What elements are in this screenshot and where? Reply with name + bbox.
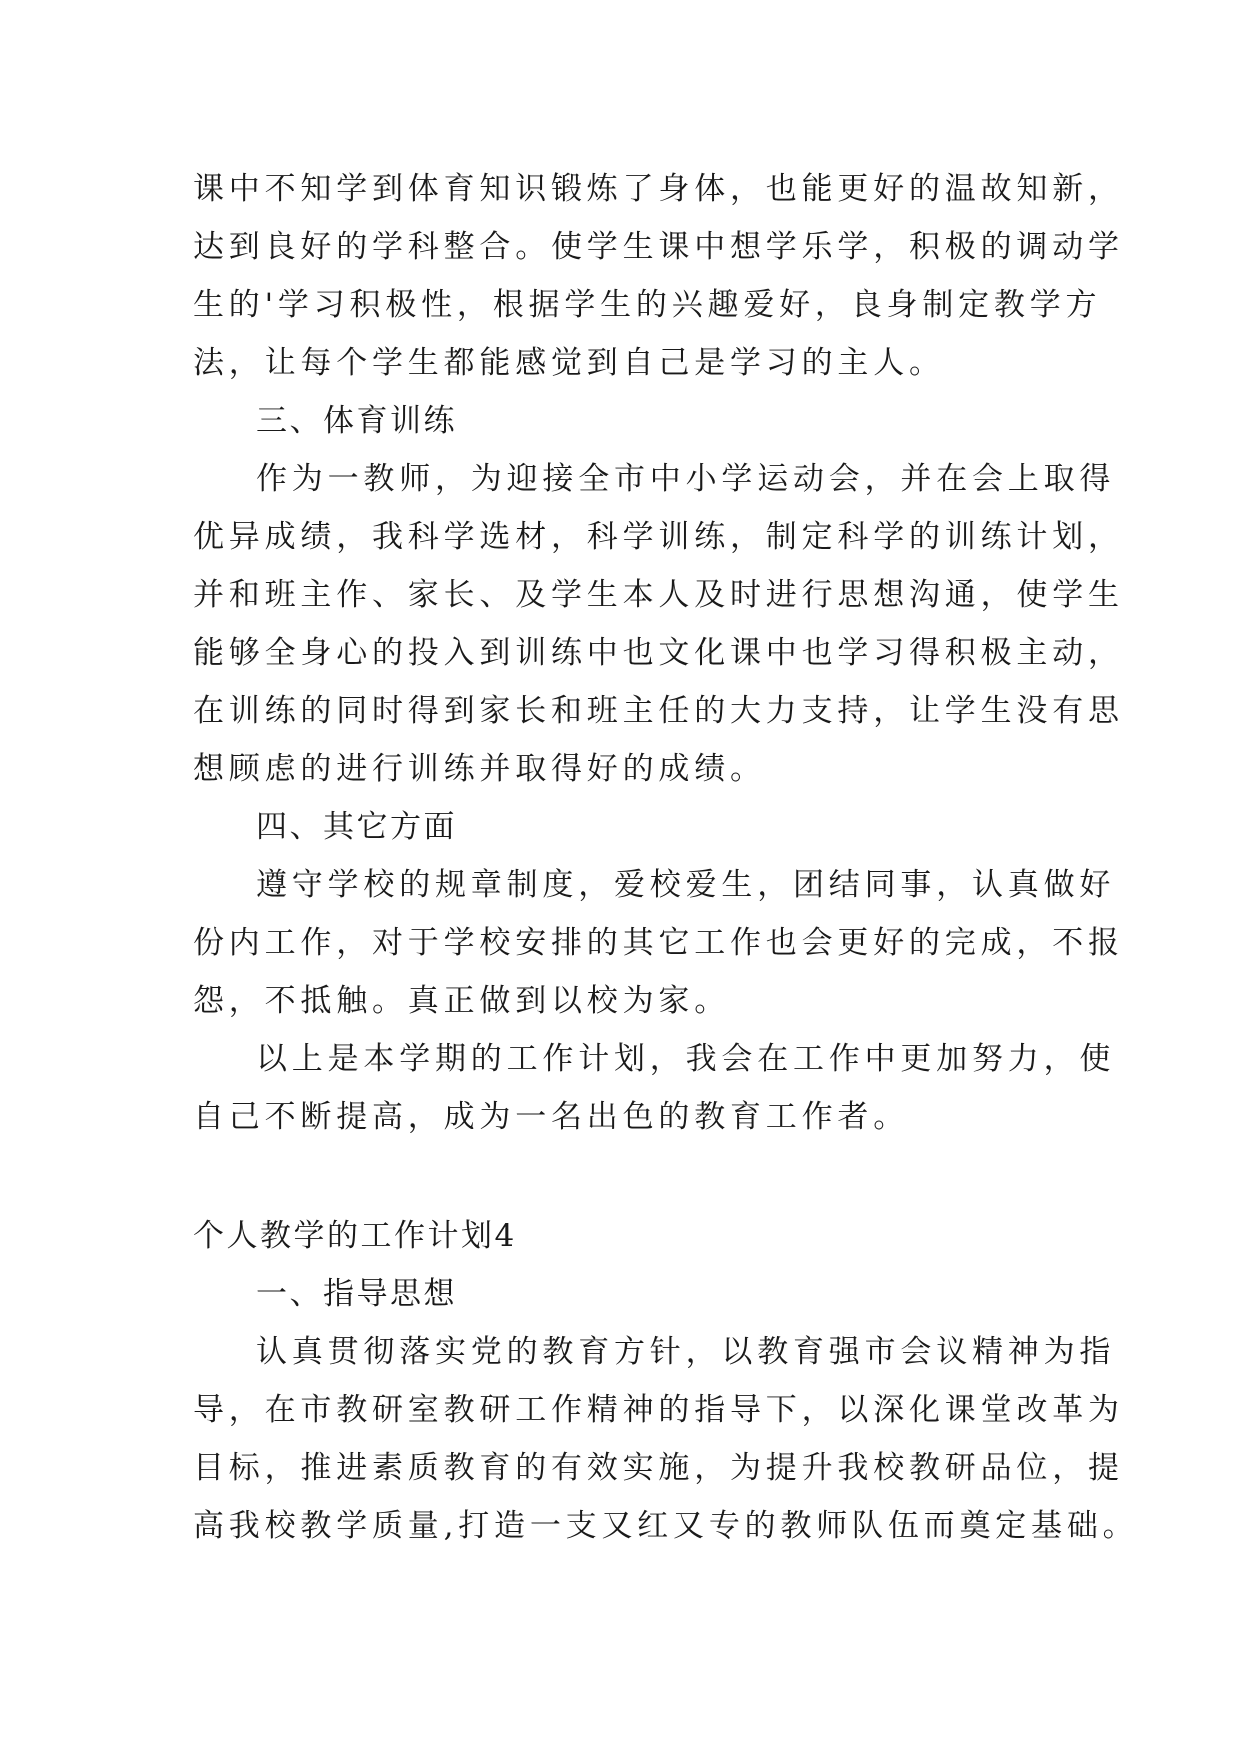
paragraph-line: 优异成绩，我科学选材，科学训练，制定科学的训练计划， bbox=[193, 519, 1124, 555]
paragraph-line: 导，在市教研室教研工作精神的指导下，以深化课堂改革为 bbox=[193, 1392, 1124, 1428]
paragraph-line: 份内工作，对于学校安排的其它工作也会更好的完成，不报 bbox=[193, 925, 1124, 961]
paragraph-line: 生的'学习积极性，根据学生的兴趣爱好，良身制定教学方 bbox=[193, 287, 1102, 323]
paragraph-line: 认真贯彻落实党的教育方针，以教育强市会议精神为指 bbox=[256, 1334, 1116, 1370]
paragraph-line: 法，让每个学生都能感觉到自己是学习的主人。 bbox=[193, 345, 945, 381]
paragraph-line: 并和班主作、家长、及学生本人及时进行思想沟通，使学生 bbox=[193, 577, 1124, 613]
paragraph-line: 怨，不抵触。真正做到以校为家。 bbox=[193, 983, 730, 1019]
paragraph-line: 能够全身心的投入到训练中也文化课中也学习得积极主动， bbox=[193, 635, 1124, 671]
document-title: 个人教学的工作计划4 bbox=[193, 1218, 517, 1254]
section-heading-guiding: 一、指导思想 bbox=[256, 1276, 457, 1312]
paragraph-line: 课中不知学到体育知识锻炼了身体，也能更好的温故知新， bbox=[193, 171, 1124, 207]
paragraph-line: 遵守学校的规章制度，爱校爱生，团结同事，认真做好 bbox=[256, 867, 1116, 903]
paragraph-line: 达到良好的学科整合。使学生课中想学乐学，积极的调动学 bbox=[193, 229, 1124, 265]
paragraph-line: 以上是本学期的工作计划，我会在工作中更加努力，使 bbox=[256, 1041, 1116, 1077]
paragraph-line: 在训练的同时得到家长和班主任的大力支持，让学生没有思 bbox=[193, 693, 1124, 729]
section-heading-training: 三、体育训练 bbox=[256, 403, 457, 439]
paragraph-line: 高我校教学质量,打造一支又红又专的教师队伍而奠定基础。 bbox=[193, 1508, 1139, 1544]
paragraph-line: 目标，推进素质教育的有效实施，为提升我校教研品位，提 bbox=[193, 1450, 1124, 1486]
paragraph-line: 想顾虑的进行训练并取得好的成绩。 bbox=[193, 751, 766, 787]
paragraph-line: 自己不断提高，成为一名出色的教育工作者。 bbox=[193, 1099, 909, 1135]
paragraph-line: 作为一教师，为迎接全市中小学运动会，并在会上取得 bbox=[256, 461, 1116, 497]
section-heading-other: 四、其它方面 bbox=[256, 809, 457, 845]
